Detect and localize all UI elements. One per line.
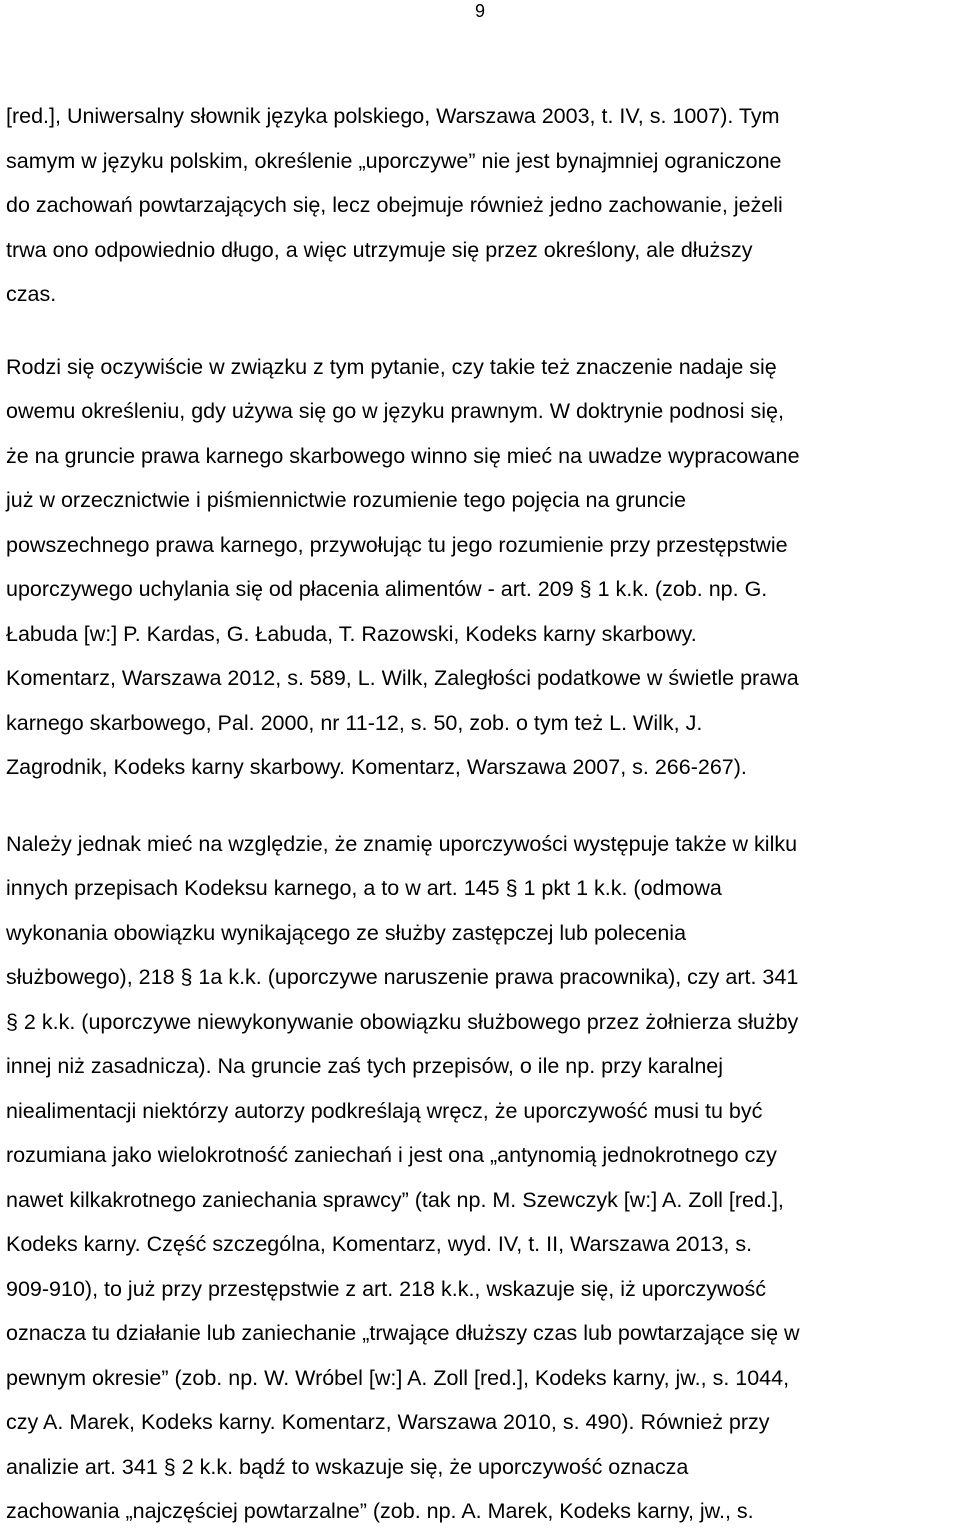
text-line: trwa ono odpowiednio długo, a więc utrzymuje się przez określony, ale dłuższy: [6, 237, 753, 262]
text-line: uporczywego uchylania się od płacenia alimentów - art. 209 § 1 k.k. (zob. np. G.: [6, 577, 768, 601]
page-number: 9: [474, 1, 485, 21]
text-line: że na gruncie prawa karnego skarbowego winno się mieć na uwadze wypracowane: [6, 443, 800, 468]
text-line: Należy jednak mieć na względzie, że znamię uporczywości występuje także w kilku: [6, 831, 798, 856]
paragraph-spacer: [6, 790, 956, 822]
text-line: analizie art. 341 § 2 k.k. bądź to wskazuje się, że uporczywość oznacza: [6, 1454, 689, 1479]
text-line: Komentarz, Warszawa 2012, s. 589, L. Wilk, Zaległości podatkowe w świetle prawa: [6, 666, 799, 690]
text-line: czas.: [6, 282, 57, 306]
text-line: Rodzi się oczywiście w związku z tym pytanie, czy takie też znaczenie nadaje się: [6, 354, 777, 379]
text-line: nawet kilkakrotnego zaniechania sprawcy” (tak np. M. Szewczyk [w:] A. Zoll [red.],: [6, 1187, 784, 1212]
paragraph-2: [6, 345, 956, 790]
paragraph-1: [6, 94, 956, 317]
text-line: czy A. Marek, Kodeks karny. Komentarz, Warszawa 2010, s. 490). Również przy: [6, 1410, 770, 1434]
text-line: Łabuda [w:] P. Kardas, G. Łabuda, T. Razowski, Kodeks karny skarbowy.: [6, 621, 697, 646]
text-line: karnego skarbowego, Pal. 2000, nr 11-12, s. 50, zob. o tym też L. Wilk, J.: [6, 710, 703, 735]
text-line: samym w języku polskim, określenie „uporczywe” nie jest bynajmniej ograniczone: [6, 148, 782, 173]
text-line: zachowania „najczęściej powtarzalne” (zob. np. A. Marek, Kodeks karny, jw., s.: [6, 1499, 754, 1523]
text-line: innej niż zasadnicza). Na gruncie zaś tych przepisów, o ile np. przy karalnej: [6, 1054, 724, 1078]
text-line: wykonania obowiązku wynikającego ze służby zastępczej lub polecenia: [6, 920, 687, 945]
text-line: służbowego), 218 § 1a k.k. (uporczywe naruszenie prawa pracownika), czy art. 341: [6, 965, 799, 989]
text-line: owemu określeniu, gdy używa się go w języku prawnym. W doktrynie podnosi się,: [6, 399, 784, 423]
text-line: Zagrodnik, Kodeks karny skarbowy. Komentarz, Warszawa 2007, s. 266-267).: [6, 755, 747, 779]
text-line: rozumiana jako wielokrotność zaniechań i jest ona „antynomią jednokrotnego czy: [6, 1143, 777, 1167]
paragraph-3: [6, 822, 956, 1534]
text-line: niealimentacji niektórzy autorzy podkreślają wręcz, że uporczywość musi tu być: [6, 1098, 763, 1123]
text-line: innych przepisach Kodeksu karnego, a to w art. 145 § 1 pkt 1 k.k. (odmowa: [6, 876, 722, 900]
text-line: [red.], Uniwersalny słownik języka polskiego, Warszawa 2003, t. IV, s. 1007). Tym: [6, 104, 780, 128]
text-line: już w orzecznictwie i piśmiennictwie rozumienie tego pojęcia na gruncie: [6, 488, 686, 512]
text-line: powszechnego prawa karnego, przywołując tu jego rozumienie przy przestępstwie: [6, 532, 788, 557]
text-line: oznacza tu działanie lub zaniechanie „trwające dłuższy czas lub powtarzające się w: [6, 1321, 800, 1345]
paragraph-spacer: [6, 317, 956, 345]
text-line: pewnym okresie” (zob. np. W. Wróbel [w:] A. Zoll [red.], Kodeks karny, jw., s. 1044,: [6, 1365, 790, 1390]
text-line: 909-910), to już przy przestępstwie z art. 218 k.k., wskazuje się, iż uporczywość: [6, 1276, 766, 1301]
text-line: do zachowań powtarzających się, lecz obejmuje również jedno zachowanie, jeżeli: [6, 193, 783, 217]
text-line: Kodeks karny. Część szczególna, Komentarz, wyd. IV, t. II, Warszawa 2013, s.: [6, 1232, 753, 1256]
text-line: § 2 k.k. (uporczywe niewykonywanie obowiązku służbowego przez żołnierza służby: [6, 1009, 799, 1034]
document-body: [6, 94, 956, 1534]
